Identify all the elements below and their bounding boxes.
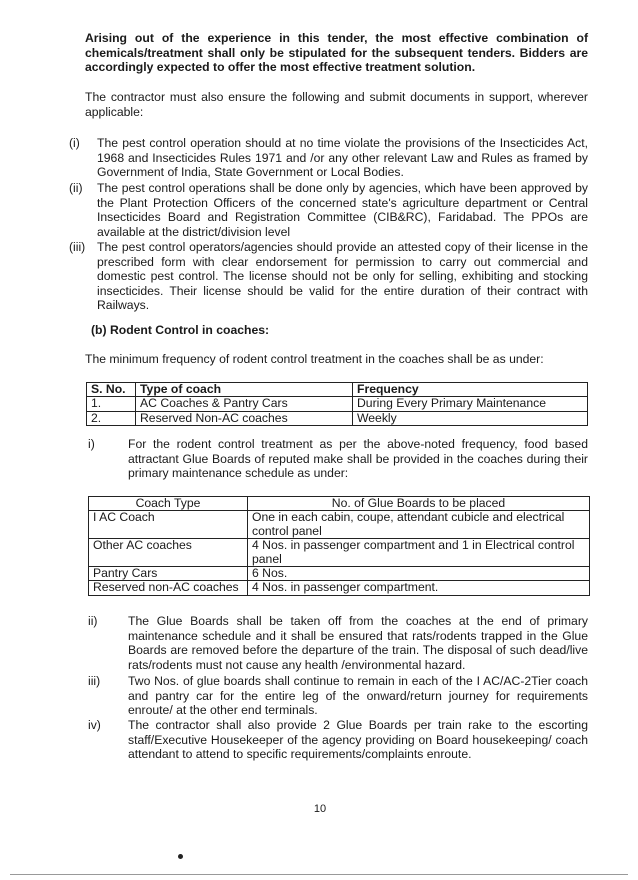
condition-text-2: The pest control operations shall be done only by agencies, which have been approved by the Plant Protection Officers of the concerned state's agriculture department or Central Insecticides Board and Registration Committee (CIB&RC), Faridabad. The PPOs are available at the district/division level — [97, 181, 588, 239]
frequency-header-frequency: Frequency — [353, 383, 588, 397]
condition-text-3: The pest control operators/agencies should provide an attested copy of their license in the prescribed form with clear endorsement for permission to carry out commercial and domestic pest control. The license should not be only for selling, exhibiting and stocking insecticides. Their license should be valid for the entire duration of their contract with Railways. — [97, 240, 588, 313]
frequency-intro: The minimum frequency of rodent control treatment in the coaches shall be as under: — [85, 352, 544, 366]
glue-header-boards: No. of Glue Boards to be placed — [248, 497, 590, 511]
scan-dot-mark — [178, 854, 183, 859]
frequency-header-sno: S. No. — [87, 383, 136, 397]
item-iii-text: Two Nos. of glue boards shall continue to remain in each of the I AC/AC-2Tier coach and pantry car for the entire leg of the onward/return journey for requirements enroute/ at the other end terminals. — [128, 674, 588, 718]
condition-text-1: The pest control operation should at no time violate the provisions of the Insecticides Act, 1968 and Insecticides Rules 1971 and /or any other relevant Law and Rules as framed by Government of India, State Government or Local Bodies. — [97, 136, 588, 180]
table-row — [89, 567, 590, 581]
contractor-paragraph: The contractor must also ensure the following and submit documents in support, wherever applicable: — [85, 90, 588, 119]
glue-cell-boards: 4 Nos. in passenger compartment and 1 in Electrical control panel — [248, 539, 590, 567]
glue-cell-coach-type: I AC Coach — [89, 511, 248, 539]
glue-cell-boards: 4 Nos. in passenger compartment. — [248, 581, 590, 595]
condition-marker-3: (iii) — [69, 240, 86, 254]
table-row — [87, 411, 588, 425]
frequency-table — [86, 382, 588, 426]
item-i-marker: i) — [88, 437, 95, 451]
glue-table-header-row — [89, 497, 590, 511]
table-row — [89, 581, 590, 595]
table-row — [89, 539, 590, 567]
table-row — [89, 511, 590, 539]
condition-marker-2: (ii) — [69, 181, 83, 195]
frequency-cell-frequency: During Every Primary Maintenance — [353, 397, 588, 411]
item-iv-marker: iv) — [88, 718, 101, 732]
item-i-text: For the rodent control treatment as per the above-noted frequency, food based attractant Glue Boards of reputed make shall be provided in the coaches during their primary maintenance schedule as under: — [128, 437, 588, 481]
frequency-cell-type: AC Coaches & Pantry Cars — [136, 397, 353, 411]
frequency-cell-sno: 2. — [87, 411, 136, 425]
page-number: 10 — [313, 803, 327, 815]
intro-bold-paragraph: Arising out of the experience in this tender, the most effective combination of chemicals/treatment shall only be stipulated for the subsequent tenders. Bidders are accordingly expected to offer the most effective treatment solution. — [85, 31, 588, 75]
section-b-heading: (b) Rodent Control in coaches: — [91, 323, 270, 337]
frequency-cell-frequency: Weekly — [353, 411, 588, 425]
frequency-cell-type: Reserved Non-AC coaches — [136, 411, 353, 425]
item-ii-marker: ii) — [88, 614, 98, 628]
frequency-header-type: Type of coach — [136, 383, 353, 397]
glue-board-table — [88, 496, 590, 596]
glue-header-coach-type: Coach Type — [89, 497, 248, 511]
scan-bottom-edge — [10, 874, 628, 875]
condition-marker-1: (i) — [69, 136, 80, 150]
glue-cell-coach-type: Reserved non-AC coaches — [89, 581, 248, 595]
item-iii-marker: iii) — [88, 674, 101, 688]
item-ii-text: The Glue Boards shall be taken off from the coaches at the end of primary maintenance schedule and it shall be ensured that rats/rodents trapped in the Glue Boards are removed before the departure of the train. The disposal of such dead/live rats/rodents must not cause any health /environmental hazard. — [128, 614, 588, 672]
glue-cell-boards: One in each cabin, coupe, attendant cubicle and electrical control panel — [248, 511, 590, 539]
glue-cell-coach-type: Pantry Cars — [89, 567, 248, 581]
item-iv-text: The contractor shall also provide 2 Glue Boards per train rake to the escorting staff/Executive Housekeeper of the agency providing on Board housekeeping/ coach attendant to attend to specific requirements/complaints enroute. — [128, 718, 588, 762]
glue-cell-coach-type: Other AC coaches — [89, 539, 248, 567]
glue-cell-boards: 6 Nos. — [248, 567, 590, 581]
frequency-table-header-row — [87, 383, 588, 397]
table-row — [87, 397, 588, 411]
frequency-cell-sno: 1. — [87, 397, 136, 411]
